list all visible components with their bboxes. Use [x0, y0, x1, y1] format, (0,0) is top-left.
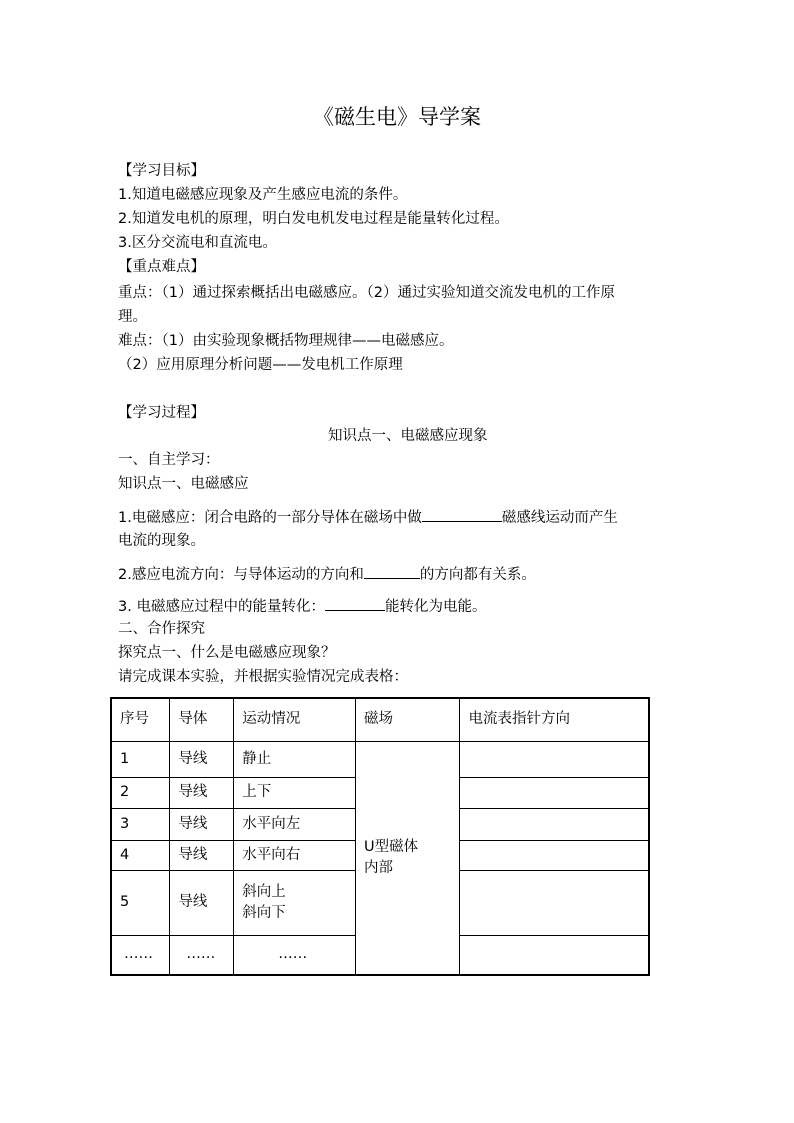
focus-line-1: 重点：（1）通过探索概括出电磁感应。（2）通过实验知道交流发电机的工作原 — [118, 285, 615, 301]
keypoints-heading: 【重点难点】 — [118, 259, 205, 275]
conductor-cell: 导线 — [170, 741, 234, 777]
question-2-text-b: 的方向都有关系。 — [419, 567, 536, 583]
needle-direction-input[interactable] — [460, 935, 649, 975]
needle-direction-input[interactable] — [460, 808, 649, 840]
question-1-text-b: 磁感线运动而产生 — [501, 510, 618, 526]
question-3-text-a: 3. 电磁感应过程中的能量转化： — [118, 599, 325, 615]
question-1-text-a: 1.电磁感应：闭合电路的一部分导体在磁场中做 — [118, 510, 422, 526]
field-line-1: U型磁体 — [363, 838, 419, 855]
conductor-cell: 导线 — [170, 808, 234, 840]
field-line-2: 内部 — [363, 859, 393, 876]
goals-heading: 【学习目标】 — [118, 163, 205, 179]
row-number: 4 — [111, 840, 170, 870]
difficulty-line-2: （2）应用原理分析问题——发电机工作原理 — [118, 357, 403, 373]
process-heading: 【学习过程】 — [118, 405, 205, 421]
coop-heading: 二、合作探究 — [118, 621, 205, 637]
conductor-cell: 导线 — [170, 870, 234, 935]
knowledge-title: 知识点一、电磁感应现象 — [328, 428, 488, 444]
table-header: 导体 — [170, 698, 234, 741]
instruction-text: 请完成课本实验，并根据实验情况完成表格： — [118, 669, 408, 685]
question-1-text-c: 电流的现象。 — [118, 533, 205, 549]
goal-item-1: 1.知道电磁感应现象及产生感应电流的条件。 — [118, 187, 408, 203]
motion-line-2: 斜向下 — [242, 904, 286, 921]
row-number: …… — [111, 935, 170, 975]
question-3-text-b: 能转化为电能。 — [384, 599, 487, 615]
knowledge-point-label: 知识点一、电磁感应 — [118, 476, 249, 492]
answer-blank-2[interactable] — [364, 563, 420, 579]
row-number: 5 — [111, 870, 170, 935]
experiment-table — [110, 697, 650, 976]
conductor-cell: 导线 — [170, 840, 234, 870]
needle-direction-input[interactable] — [460, 870, 649, 935]
answer-blank-1[interactable] — [422, 506, 502, 522]
needle-direction-input[interactable] — [460, 840, 649, 870]
table-header: 运动情况 — [234, 698, 356, 741]
difficulty-line-1: 难点：（1）由实验现象概括物理规律——电磁感应。 — [118, 333, 454, 349]
goal-item-3: 3.区分交流电和直流电。 — [118, 235, 277, 251]
conductor-cell: 导线 — [170, 777, 234, 808]
answer-blank-3[interactable] — [325, 595, 385, 611]
magnetic-field-cell — [355, 741, 460, 975]
self-study-label: 一、自主学习： — [118, 452, 220, 468]
motion-cell: 静止 — [234, 741, 356, 777]
row-number: 1 — [111, 741, 170, 777]
page-title: 《磁生电》导学案 — [313, 105, 481, 129]
table-header: 磁场 — [355, 698, 460, 741]
motion-line-1: 斜向上 — [242, 883, 286, 900]
needle-direction-input[interactable] — [460, 777, 649, 808]
motion-cell — [234, 870, 356, 935]
question-2-text-a: 2.感应电流方向：与导体运动的方向和 — [118, 567, 364, 583]
goal-item-2: 2.知道发电机的原理，明白发电机发电过程是能量转化过程。 — [118, 211, 509, 227]
motion-cell: 水平向左 — [234, 808, 356, 840]
table-header-row — [111, 698, 649, 741]
motion-cell: 上下 — [234, 777, 356, 808]
focus-line-2: 理。 — [118, 309, 147, 325]
motion-cell: 水平向右 — [234, 840, 356, 870]
question-2 — [118, 563, 536, 586]
table-header: 序号 — [111, 698, 170, 741]
conductor-cell: …… — [170, 935, 234, 975]
explore-heading: 探究点一、什么是电磁感应现象？ — [118, 645, 336, 661]
row-number: 3 — [111, 808, 170, 840]
question-3 — [118, 595, 486, 618]
motion-cell: …… — [234, 935, 356, 975]
needle-direction-input[interactable] — [460, 741, 649, 777]
question-1 — [118, 506, 618, 529]
row-number: 2 — [111, 777, 170, 808]
table-row — [111, 741, 649, 777]
table-header: 电流表指针方向 — [460, 698, 649, 741]
